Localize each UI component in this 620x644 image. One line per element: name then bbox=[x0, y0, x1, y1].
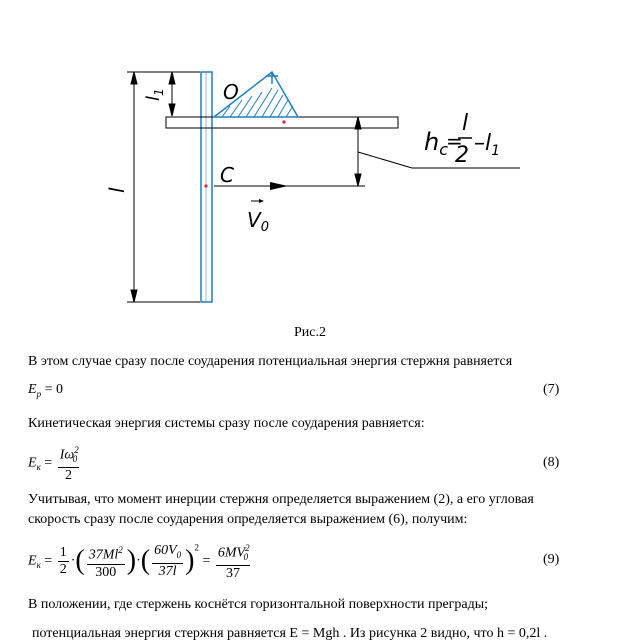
paragraph-4: В положении, где стержень коснётся горизонтальной поверхности преграды; bbox=[28, 597, 489, 612]
equation-7-number: (7) bbox=[543, 382, 560, 397]
label-O: O bbox=[223, 80, 239, 104]
label-l1: $l_1$ bbox=[143, 88, 166, 101]
paragraph-2: Кинетическая энергия системы сразу после соударения равняется: bbox=[28, 416, 425, 431]
label-l: l bbox=[105, 187, 129, 193]
barrier-center-dot bbox=[282, 120, 285, 123]
svg-text:hc: $h_c$ bbox=[424, 128, 449, 159]
equation-7: $E_p = 0$ bbox=[28, 382, 63, 399]
svg-text:–l1: $-l_1$ bbox=[474, 131, 501, 159]
paragraph-5: потенциальная энергия стержня равняется E = Mgh . Из рисунка 2 видно, что h = 0,2l . bbox=[32, 626, 548, 641]
label-hc-formula bbox=[424, 111, 500, 168]
svg-text:l: l bbox=[462, 111, 469, 136]
velocity-arrow bbox=[204, 182, 288, 190]
equation-8: $E_к$ = $\frac{I\omega^2_0}{2}$ bbox=[28, 442, 81, 484]
paragraph-3-line-2: скорость сразу после соударения определяется выражением (6), получим: bbox=[28, 512, 468, 527]
equation-8-number: (8) bbox=[543, 455, 560, 470]
paragraph-1: В этом случае сразу после соударения потенциальная энергия стержня равняется bbox=[28, 354, 513, 369]
dimension-l bbox=[127, 72, 200, 302]
figure-2 bbox=[0, 0, 620, 320]
svg-text:V0: $V_0$ bbox=[247, 208, 269, 235]
svg-text:2: 2 bbox=[455, 143, 469, 168]
svg-text:=: = bbox=[446, 129, 463, 153]
label-C: C bbox=[220, 163, 234, 187]
equation-9-number: (9) bbox=[543, 552, 560, 567]
paragraph-3-line-1: Учитывая, что момент инерции стержня определяется выражением (2), а его угловая bbox=[28, 492, 534, 507]
equation-9: $E_к$ = $\frac{1}{2}$ ·( $\frac{37Ml^2}{300}$ )·( $\frac{60V_0}{37l}$ )$^2$ = $\frac{6MV^2_0}{37}$ bbox=[28, 540, 252, 582]
label-V0 bbox=[247, 199, 269, 235]
figure-caption: Рис.2 bbox=[294, 325, 326, 340]
